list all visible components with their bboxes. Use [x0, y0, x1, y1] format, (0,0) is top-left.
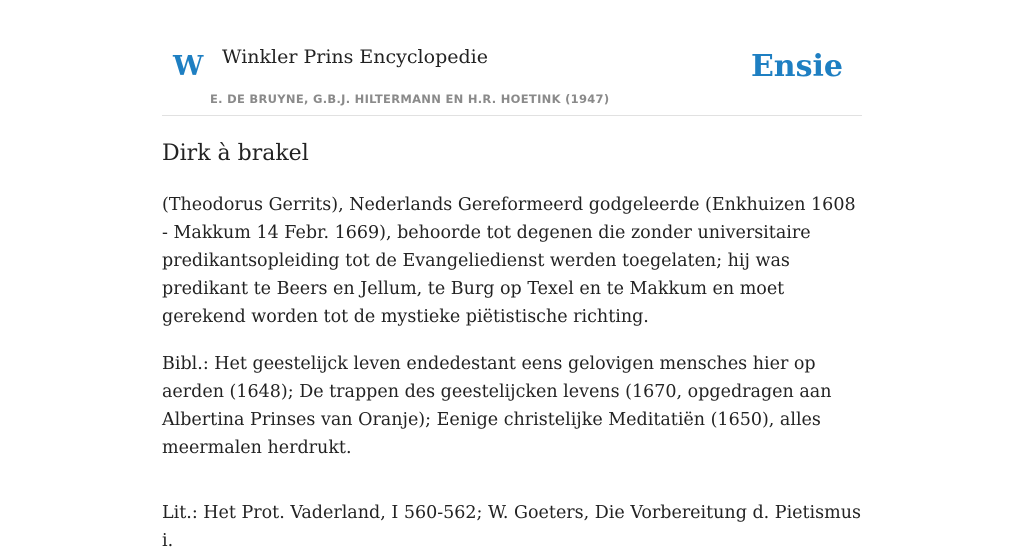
encyclopedia-title[interactable]: Winkler Prins Encyclopedie	[222, 46, 488, 68]
winkler-prins-logo[interactable]: W	[173, 51, 204, 82]
article-title: Dirk à brakel	[162, 141, 309, 166]
encyclopedia-authors: E. DE BRUYNE, G.B.J. HILTERMANN EN H.R. HOETINK (1947)	[210, 92, 610, 106]
ensie-logo[interactable]: Ensie	[750, 49, 843, 84]
article-body-paragraph: (Theodorus Gerrits), Nederlands Gereformeerd godgeleerde (Enkhuizen 1608 - Makkum 14 Febr. 1669), behoorde tot degenen die zonder universitaire predikantsopleiding tot de Evangeliedienst werden toegelaten; hij was predikant te Beers en Jellum, te Burg op Texel en te Makkum en moet gerekend worden tot de mystieke piëtistische richting.	[162, 194, 856, 327]
site-header	[162, 0, 862, 116]
page	[162, 0, 862, 555]
literature-paragraph: Lit.: Het Prot. Vaderland, I 560-562; W. Goeters, Die Vorbereitung d. Pietismus i.	[162, 502, 861, 551]
bibliography-paragraph: Bibl.: Het geestelijck leven endedestant eens gelovigen mensches hier op aerden (1648); De trappen des geestelijcken levens (1670, opgedragen aan Albertina Prinses van Oranje); Eenige christelijke Meditatiën (1650), alles meermalen herdrukt.	[162, 353, 832, 458]
